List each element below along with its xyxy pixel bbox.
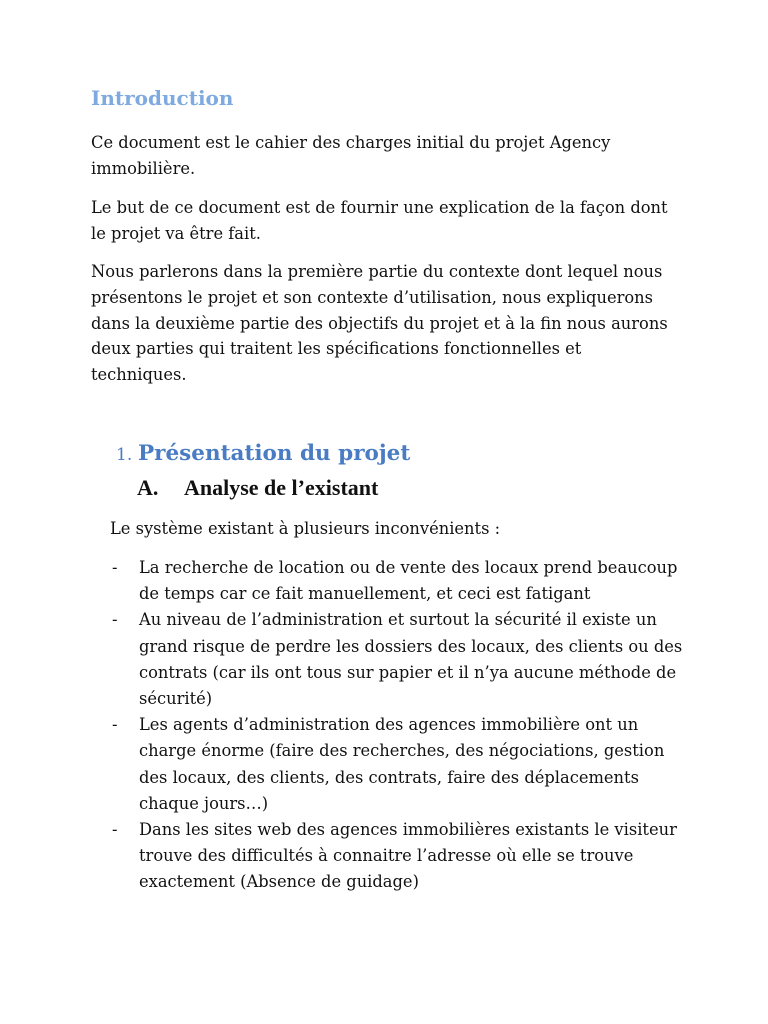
bullet-dash: - — [112, 820, 118, 840]
introduction-heading: Introduction — [91, 86, 234, 110]
list-item — [112, 712, 692, 817]
list-item-text: Les agents d’administration des agences immobilière ont un charge énorme (faire des recherches, des négociations, gestion des locaux, des clients, des contrats, faire des déplacements chaque jours…) — [139, 715, 665, 813]
section-title: Présentation du projet — [138, 441, 411, 466]
section-number: 1. — [116, 445, 133, 465]
list-item — [112, 555, 692, 607]
list-item — [112, 607, 692, 712]
intro-paragraph-3: Nous parlerons dans la première partie du contexte dont lequel nous présentons le projet et son contexte d’utilisation, nous expliquerons dans la deuxième partie des objectifs du projet et à la fin nous aurons deux parties qui traitent les spécifications fonctionnelles et techniques. — [91, 262, 668, 385]
subsection-title: Analyse de l’existant — [184, 475, 379, 500]
list-item — [112, 817, 692, 896]
section-intro-text: Le système existant à plusieurs inconvénients : — [110, 519, 501, 538]
list-item-text: Dans les sites web des agences immobilières existants le visiteur trouve des difficultés à connaitre l’adresse où elle se trouve exactement (Absence de guidage) — [139, 820, 677, 892]
bullet-dash: - — [112, 715, 118, 735]
intro-paragraph-1: Ce document est le cahier des charges initial du projet Agency immobilière. — [91, 133, 611, 178]
list-item-text: La recherche de location ou de vente des locaux prend beaucoup de temps car ce fait manuellement, et ceci est fatigant — [139, 558, 678, 604]
subsection-heading — [137, 475, 378, 501]
bullet-dash: - — [112, 558, 118, 577]
subsection-letter: A. — [137, 475, 159, 500]
intro-paragraph-2: Le but de ce document est de fournir une explication de la façon dont le projet va être fait. — [91, 198, 668, 243]
drawbacks-list — [112, 555, 692, 896]
list-item-text: Au niveau de l’administration et surtout la sécurité il existe un grand risque de perdre les dossiers des locaux, des clients ou des contrats (car ils ont tous sur papier et il n’ya aucune méthode de sécurité) — [139, 610, 683, 709]
section-heading — [116, 441, 410, 466]
bullet-dash: - — [112, 610, 118, 630]
